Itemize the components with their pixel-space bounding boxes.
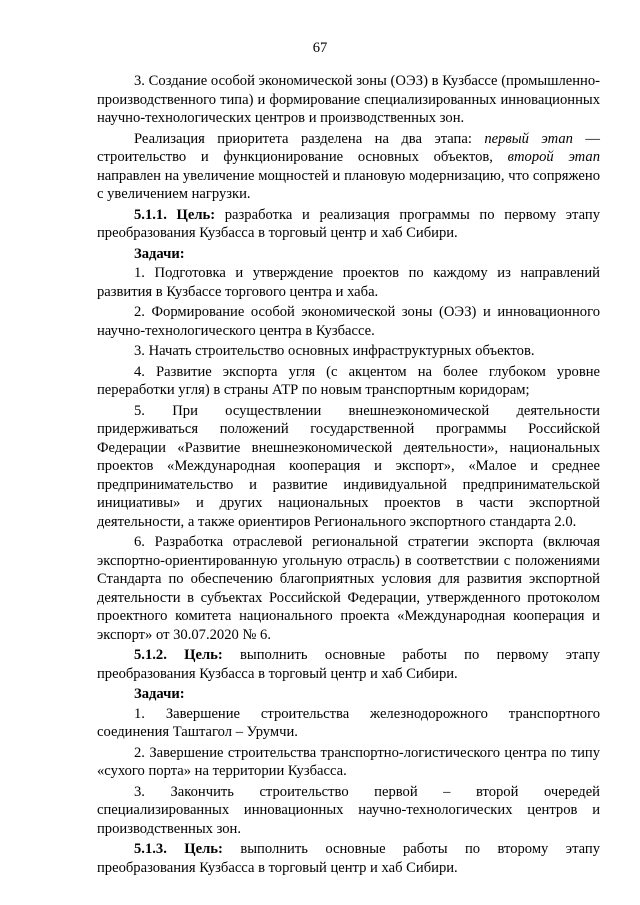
goal-512-task-1: 1. Завершение строительства железнодорожного транспортного соединения Таштагол – Урумчи. [97, 705, 600, 740]
stage-one-label: первый этап [484, 130, 573, 147]
goal-511-task-1: 1. Подготовка и утверждение проектов по каждому из направлений развития в Кузбассе торгового центра и хаба. [97, 265, 600, 300]
page-number: 67 [312, 40, 328, 56]
stage-two-label: второй этап [507, 149, 600, 165]
intro-p2-text-b: — строительство и функционирование основных объектов, [97, 130, 600, 165]
goal-512-tasks-title: Задачи: [134, 686, 185, 702]
goal-511-task-3: 3. Начать строительство основных инфраструктурных объектов. [134, 343, 535, 359]
goal-513-label: 5.1.3. Цель: [134, 841, 223, 857]
intro-paragraph-2 [97, 130, 600, 204]
page-content [97, 72, 600, 879]
goal-513-paragraph [97, 840, 600, 877]
goal-511-text: разработка и реализация программы по первому этапу преобразования Кузбасса в торговый центр и хаб Сибири. [97, 206, 601, 241]
goal-511-task-2: 2. Формирование особой экономической зоны (ОЭЗ) и инновационного научно-технологического центра в Кузбассе. [97, 304, 600, 339]
goal-512-text: выполнить основные работы по первому этапу преобразования Кузбасса в торговый центр и хаб Сибири. [97, 647, 600, 682]
goal-511-task-4: 4. Развитие экспорта угля (с акцентом на более глубоком уровне переработки угля) в страны АТР по новым транспортным коридорам; [97, 363, 600, 398]
goal-511-paragraph [97, 206, 600, 243]
goal-511-label: 5.1.1. Цель: [134, 206, 216, 223]
goal-511-task-6: 6. Разработка отраслевой региональной стратегии экспорта (включая экспортно-ориентированную угольную отрасль) в соответствии с положениями Стандарта по обеспечению благоприятных условия для развития экспортной деятельности в субъектах Российской Федерации, утвержденного протоколом проектного комитета национального проекта «Международная кооперация и экспорт» от 30.07.2020 № 6. [97, 534, 600, 643]
goal-512-label: 5.1.2. Цель: [134, 647, 223, 663]
goal-512-paragraph [97, 646, 600, 683]
goal-511-task-5: 5. При осуществлении внешнеэкономической деятельности придерживаться положений государственной программы Российской Федерации «Развитие внешнеэкономической деятельности», национальных проектов «Международная кооперация и экспорт», «Малое и среднее предпринимательство и развитие индивидуальной предпринимательской инициативы» и других национальных проектов в части экспортной деятельности, а также ориентиров Регионального экспортного стандарта 2.0. [97, 402, 600, 530]
goal-511-tasks-title: Задачи: [134, 245, 185, 262]
intro-paragraph-1: 3. Создание особой экономической зоны (ОЭЗ) в Кузбассе (промышленно-производственного типа) и формирование специализированных инновационных научно-технологических центров и производственных зон. [97, 73, 600, 126]
goal-513-text: выполнить основные работы по второму этапу преобразования Кузбасса в торговый центр и хаб Сибири. [97, 841, 601, 876]
goal-512-task-3: 3. Закончить строительство первой – второй очередей специализированных инновационных научно-технологических центров и производственных зон. [97, 783, 600, 837]
goal-512-task-2: 2. Завершение строительства транспортно-логистического центра по типу «сухого порта» на территории Кузбасса. [97, 744, 600, 779]
intro-p2-text-a: Реализация приоритета разделена на два этапа: [134, 130, 485, 147]
intro-p2-text-c: направлен на увеличение мощностей и плановую модернизацию, что сопряжено с увеличением нагрузки. [97, 167, 600, 202]
